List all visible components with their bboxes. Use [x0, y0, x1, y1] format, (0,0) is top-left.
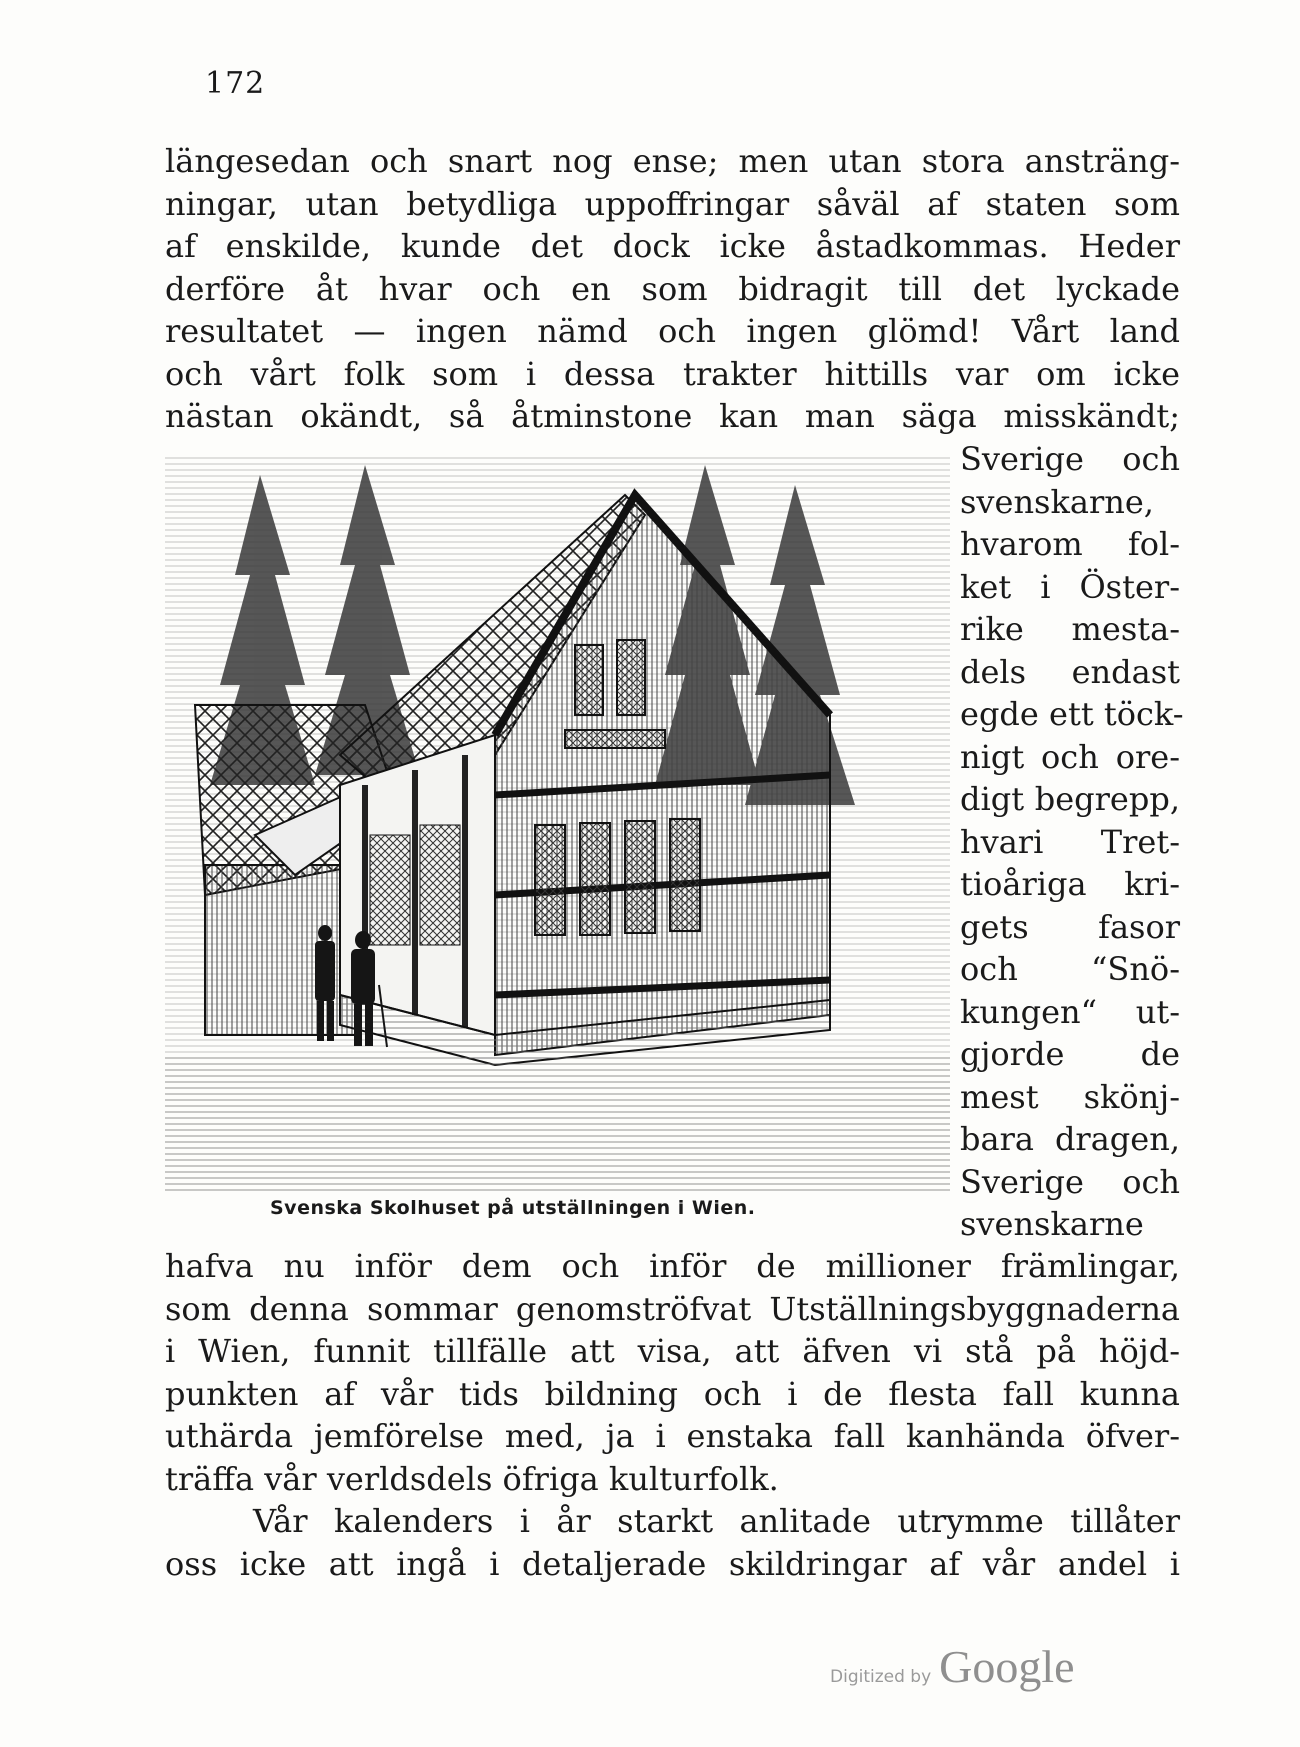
text-line: bara dragen, — [960, 1120, 1180, 1158]
text-line: Sverige och — [960, 440, 1180, 478]
text-line: dels endast — [960, 652, 1180, 691]
text-line: resultatet — ingen nämd och ingen glömd! Vårt land — [165, 312, 1180, 350]
text-line: hafva nu inför dem och inför de millioner främlingar, — [165, 1247, 1180, 1285]
text-line: ningar, utan betydliga uppoffringar såväl af staten som — [165, 184, 1180, 223]
text-line: rike mesta- — [960, 610, 1180, 648]
text-line: Vår kalenders i år starkt anlitade utrymme tillåter — [253, 1502, 1180, 1540]
google-logo: Google — [939, 1641, 1075, 1692]
schoolhouse-illustration — [165, 455, 950, 1193]
text-line: svenskarne — [960, 1205, 1144, 1243]
text-line: som denna sommar genomströfvat Utställningsbyggnaderna — [165, 1289, 1180, 1328]
page-number: 172 — [205, 66, 266, 101]
text-line: och vårt folk som i dessa trakter hittills var om icke — [165, 354, 1180, 393]
text-line: derföre åt hvar och en som bidragit till det lyckade — [165, 269, 1180, 308]
top-paragraph — [165, 140, 1180, 438]
text-line: digt begrepp, — [960, 780, 1180, 818]
text-line: mest skönj- — [960, 1077, 1180, 1116]
text-line: punkten af vår tids bildning och i de flesta fall kunna — [165, 1374, 1180, 1413]
text-line: oss icke att ingå i detaljerade skildringar af vår andel i — [165, 1544, 1180, 1583]
wrapped-text-column — [960, 438, 1184, 1246]
text-line: gjorde de — [960, 1035, 1180, 1073]
text-line: Sverige och — [960, 1162, 1180, 1201]
text-line: svenskarne, — [960, 482, 1154, 521]
text-line: hvari Tret- — [960, 822, 1180, 861]
text-line: uthärda jemförelse med, ja i enstaka fall kanhända öfver- — [165, 1417, 1180, 1455]
text-line: nigt och ore- — [960, 737, 1180, 776]
text-line: hvarom fol- — [960, 525, 1180, 563]
watermark-prefix: Digitized by — [830, 1667, 932, 1687]
text-line: tioåriga kri- — [960, 865, 1180, 903]
text-line: ket i Öster- — [960, 567, 1180, 606]
digitization-watermark — [830, 1640, 1075, 1693]
text-line: träffa vår verldsdels öfriga kulturfolk. — [165, 1459, 779, 1498]
figure-caption: Svenska Skolhuset på utställningen i Wien. — [270, 1197, 756, 1219]
text-line: egde ett töck- — [960, 695, 1184, 733]
text-line: kungen“ ut- — [960, 992, 1180, 1031]
bottom-paragraph — [165, 1245, 1180, 1585]
text-line: af enskilde, kunde det dock icke åstadkommas. Heder — [165, 227, 1180, 265]
text-line: nästan okändt, så åtminstone kan man säga misskändt; — [165, 397, 1180, 435]
text-line: i Wien, funnit tillfälle att visa, att äfven vi stå på höjd- — [165, 1332, 1180, 1370]
text-line: gets fasor — [960, 907, 1180, 946]
text-line: längesedan och snart nog ense; men utan stora ansträng- — [165, 142, 1180, 180]
text-line: och “Snö- — [960, 950, 1180, 988]
